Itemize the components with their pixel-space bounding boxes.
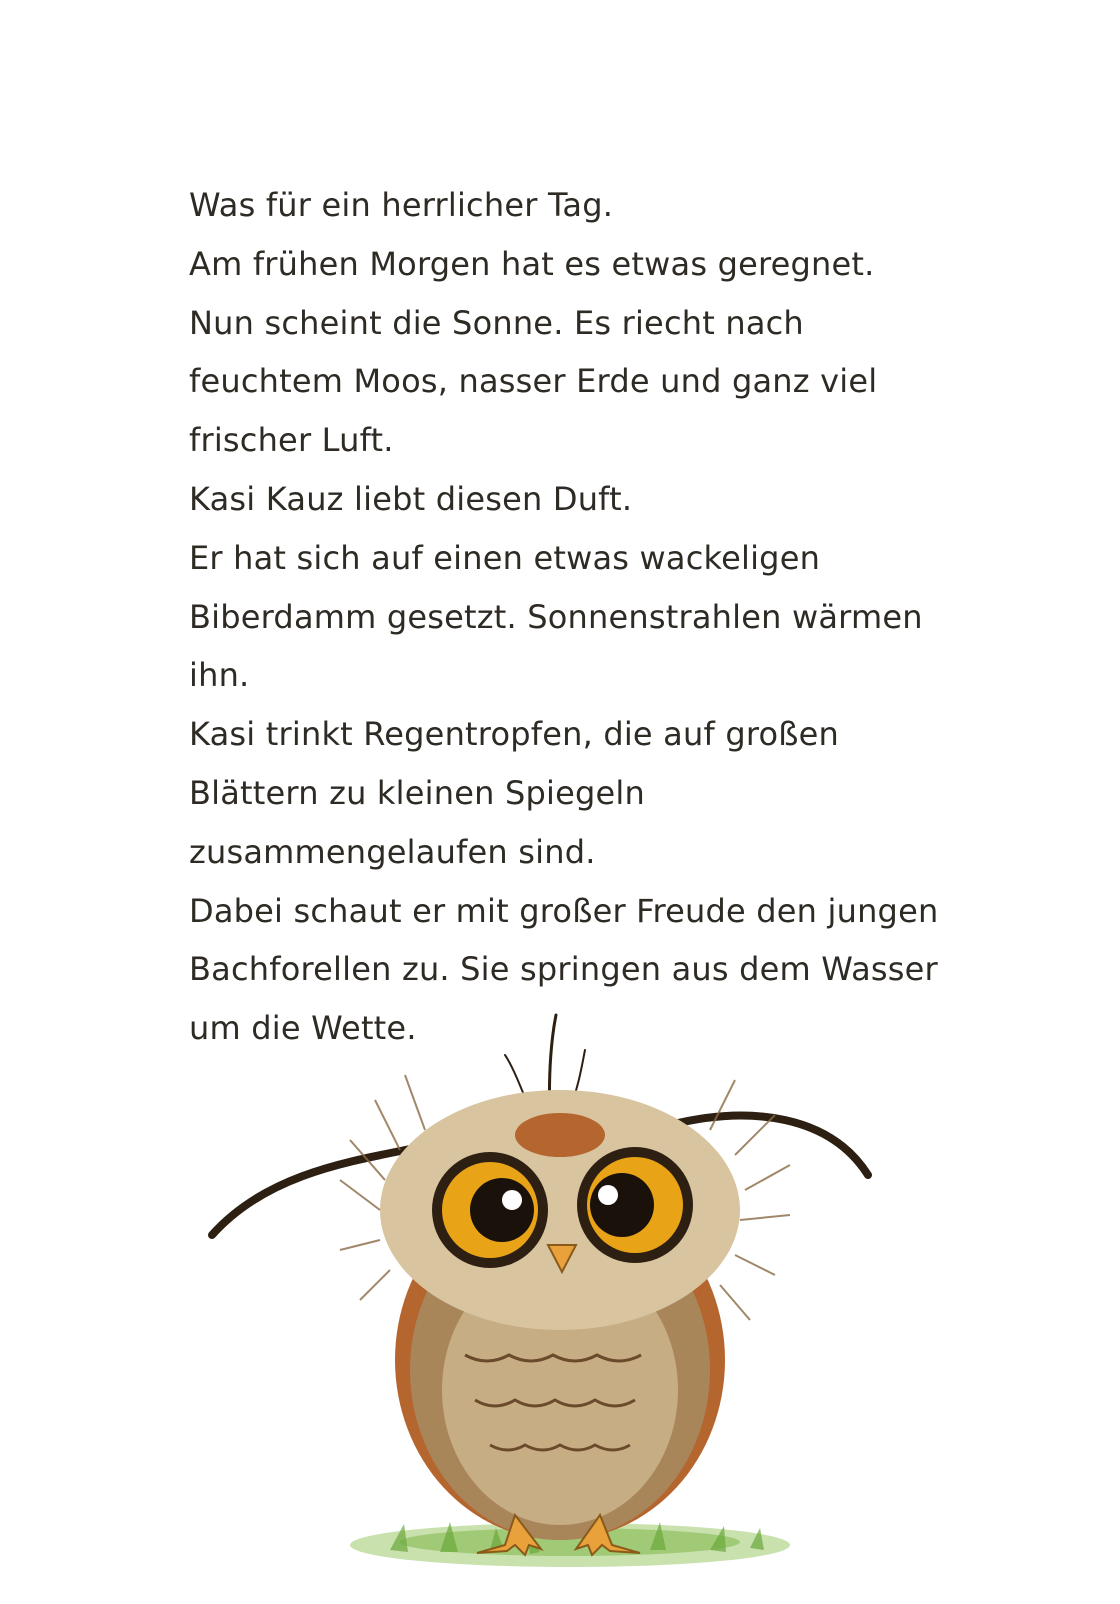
story-line: Er hat sich auf einen etwas wackeligen (189, 538, 821, 577)
story-line: Blättern zu kleinen Spiegeln (189, 773, 645, 812)
story-line: Was für ein herrlicher Tag. (189, 186, 614, 224)
story-line: Biberdamm gesetzt. Sonnenstrahlen wärmen (189, 597, 923, 636)
story-line: Dabei schaut er mit großer Freude den jungen (189, 891, 939, 930)
owl-illustration (190, 1010, 910, 1600)
story-line: Bachforellen zu. Sie springen aus dem Wasser (189, 950, 938, 989)
story-line: Am frühen Morgen hat es etwas geregnet. (189, 244, 875, 283)
story-line: zusammengelaufen sind. (189, 832, 596, 871)
story-text (189, 176, 989, 1058)
story-line: feuchtem Moos, nasser Erde und ganz viel (189, 362, 878, 401)
story-line: Kasi trinkt Regentropfen, die auf großen (189, 715, 839, 754)
story-line: Nun scheint die Sonne. Es riecht nach (189, 303, 804, 342)
story-line: um die Wette. (189, 1009, 417, 1048)
owl-icon (190, 1010, 910, 1600)
story-line: ihn. (189, 656, 250, 695)
story-line: Kasi Kauz liebt diesen Duft. (189, 479, 633, 518)
story-line: frischer Luft. (189, 421, 394, 460)
